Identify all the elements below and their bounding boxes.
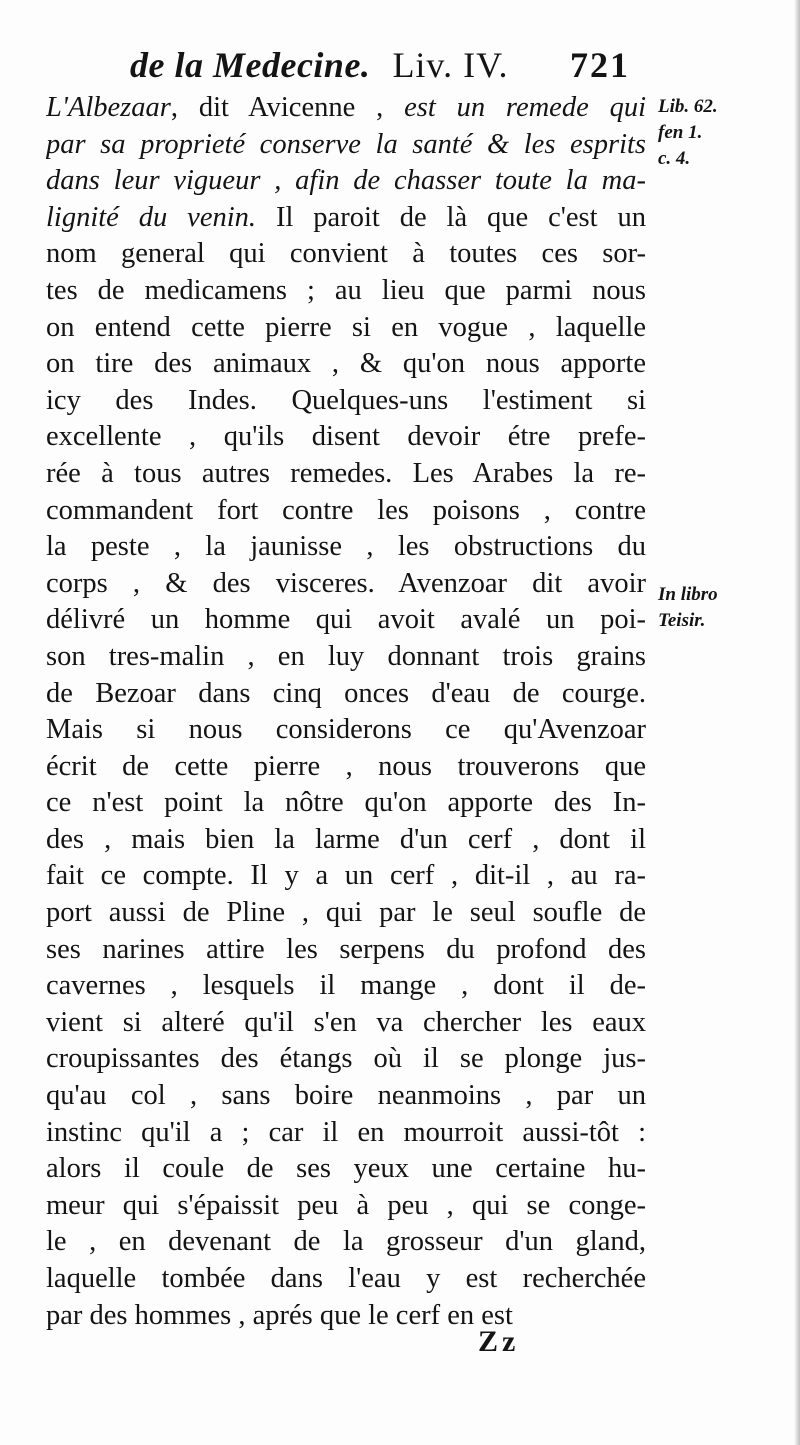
marginal-note-line: Lib. 62. [658,96,718,117]
text-line [46,676,646,713]
text-line [46,493,646,530]
body-text [46,90,646,1334]
text-segment: le , en devenant de la grosseur d'un gland, [46,1226,646,1258]
text-segment: rée à tous autres remedes. Les Arabes la re- [46,457,646,489]
text-line [46,1115,646,1152]
text-line [46,639,646,676]
text-line [46,749,646,786]
text-segment: Mais si nous considerons ce qu'Avenzoar [46,714,646,746]
text-segment: on entend cette pierre si en vogue , laquelle [46,311,646,343]
text-line [46,785,646,822]
text-segment: corps , & des visceres. Avenzoar dit avoir [46,567,646,599]
text-segment: vient si alteré qu'il s'en va chercher les eaux [46,1006,646,1038]
text-line [46,1298,646,1335]
text-line [46,1078,646,1115]
text-segment: ce n'est point la nôtre qu'on apporte des In- [46,787,646,819]
page-number: 721 [570,45,630,85]
text-segment: fait ce compte. Il y a un cerf , dit-il , au ra- [46,860,646,892]
marginal-note-line: In libro [658,584,718,605]
text-line [46,456,646,493]
text-line [46,1005,646,1042]
marginal-note-line: Teisir. [658,610,706,631]
text-line [46,90,646,127]
text-segment: par des hommes , aprés que le cerf en est [46,1299,513,1331]
text-line [46,1041,646,1078]
text-segment: tes de medicamens ; au lieu que parmi nous [46,274,646,306]
text-segment: de Bezoar dans cinq onces d'eau de courge. [46,677,646,709]
text-line [46,273,646,310]
text-segment: ses narines attire les serpens du profond des [46,933,646,965]
text-line [46,236,646,273]
text-line [46,602,646,639]
text-line [46,712,646,749]
text-segment: on tire des animaux , & qu'on nous apporte [46,348,646,380]
text-line [46,566,646,603]
text-line [46,932,646,969]
text-segment: des , mais bien la larme d'un cerf , dont il [46,823,646,855]
marginal-note-source [658,582,788,634]
text-line [46,310,646,347]
text-segment: délivré un homme qui avoit avalé un poi- [46,604,646,636]
text-segment: excellente , qu'ils disent devoir étre prefe- [46,421,646,453]
text-segment: Il paroit de là que c'est un [256,201,646,233]
running-title: de la Medecine. [130,45,371,85]
text-segment: port aussi de Pline , qui par le seul soufle de [46,897,646,929]
text-line [46,163,646,200]
text-segment: commandent fort contre les poisons , contre [46,494,646,526]
text-segment: laquelle tombée dans l'eau y est recherchée [46,1263,646,1294]
text-segment: nom general qui convient à toutes ces sor- [46,238,646,270]
text-line [46,1224,646,1261]
text-segment: la peste , la jaunisse , les obstructions du [46,531,646,563]
text-line [46,200,646,237]
italic-text-segment: L'Albezaar [46,92,171,123]
italic-text-segment: par sa proprieté conserve la santé & les esprits [46,128,646,160]
signature-mark: Zz [478,1325,520,1358]
text-segment: meur qui s'épaissit peu à peu , qui se conge- [46,1189,646,1221]
marginal-note-line: fen 1. [658,122,703,143]
text-line [46,858,646,895]
text-segment: qu'au col , sans boire neanmoins , par un [46,1080,646,1112]
text-line [46,1261,646,1298]
text-segment: son tres-malin , en luy donnant trois grains [46,640,646,672]
text-line [46,968,646,1005]
italic-text-segment: dans leur vigueur , afin de chasser toute la ma- [46,165,646,197]
text-segment: croupissantes des étangs où il se plonge jus- [46,1043,646,1075]
running-head [130,40,670,90]
text-line [46,346,646,383]
marginal-note-line: c. 4. [658,148,691,169]
text-line [46,419,646,456]
marginal-note-citation [658,94,788,172]
text-line [46,895,646,932]
text-line [46,822,646,859]
text-segment: alors il coule de ses yeux une certaine hu- [46,1153,646,1185]
text-line [46,1151,646,1188]
text-segment: écrit de cette pierre , nous trouverons que [46,750,646,782]
text-segment: cavernes , lesquels il mange , dont il de- [46,970,646,1002]
text-segment: instinc qu'il a ; car il en mourroit aussi-tôt : [46,1116,646,1148]
text-line [46,529,646,566]
italic-text-segment: lignité du venin. [46,201,257,233]
italic-text-segment: est un remede qui [404,92,646,123]
text-line [46,383,646,420]
text-segment: , dit Avicenne , [170,92,405,123]
text-line [46,127,646,164]
text-segment: icy des Indes. Quelques-uns l'estiment si [46,384,646,416]
book-number: Liv. IV. [392,45,509,85]
text-line [46,1188,646,1225]
